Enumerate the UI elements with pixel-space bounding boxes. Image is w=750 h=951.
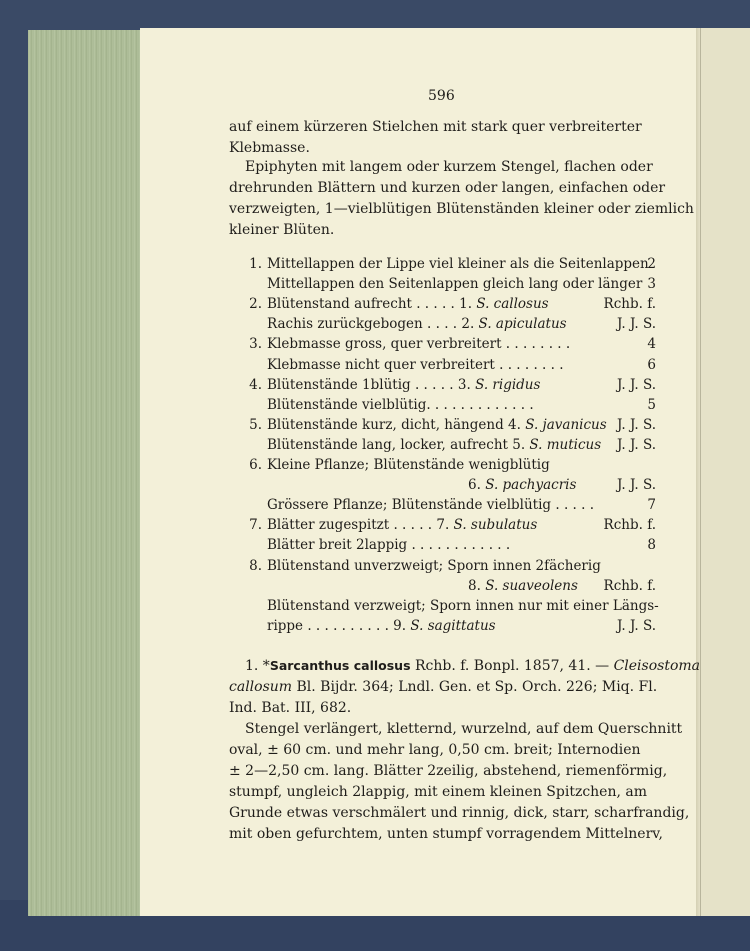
key-number: 4. bbox=[249, 376, 262, 393]
key-text: Grössere Pflanze; Blütenstände vielblütig . . . . . bbox=[267, 497, 594, 514]
key-species: S. callosus bbox=[476, 296, 549, 313]
key-row bbox=[238, 497, 656, 517]
key-description bbox=[267, 276, 642, 292]
para2-line-1: Stengel verlängert, kletternd, wurzelnd, auf dem Querschnitt bbox=[245, 721, 683, 737]
key-text: Blütenstände kurz, dicht, hängend 4. bbox=[267, 416, 521, 433]
key-description bbox=[267, 377, 540, 393]
key-text: Rachis zurückgebogen . . . . 2. bbox=[267, 316, 475, 333]
key-result: 2 bbox=[647, 256, 656, 272]
key-description bbox=[267, 417, 607, 433]
para2-line-4: stumpf, ungleich 2lappig, mit einem kleinen Spitzchen, am bbox=[229, 784, 648, 800]
synonym-genus: Cleisostoma bbox=[613, 658, 701, 674]
page-number: 596 bbox=[428, 88, 455, 104]
key-result: 4 bbox=[647, 336, 656, 353]
intro-line-2: Klebmasse. bbox=[229, 140, 310, 156]
key-description bbox=[267, 397, 534, 413]
key-text: Klebmasse gross, quer verbreitert . . . . . . . . bbox=[267, 336, 571, 353]
para2-line-3: ± 2—2,50 cm. lang. Blätter 2zeilig, abstehend, riemenförmig, bbox=[229, 763, 668, 779]
synonym-epithet: callosum bbox=[229, 679, 293, 695]
key-description bbox=[267, 316, 567, 332]
species-citation: Rchb. f. Bonpl. 1857, 41. — bbox=[410, 658, 614, 674]
key-text: Mittellappen den Seitenlappen gleich lang oder länger bbox=[267, 276, 643, 293]
key-row bbox=[238, 377, 656, 397]
key-description bbox=[468, 477, 576, 493]
key-row bbox=[238, 578, 656, 598]
key-text: Blütenstand aufrecht . . . . . 1. bbox=[267, 296, 473, 313]
key-number: 6. bbox=[249, 457, 262, 473]
key-description bbox=[267, 256, 649, 272]
key-result: J. J. S. bbox=[617, 316, 656, 333]
key-description bbox=[267, 437, 601, 453]
key-text: Blütenstände lang, locker, aufrecht 5. bbox=[267, 436, 526, 453]
key-text: Blätter zugespitzt . . . . . 7. bbox=[267, 517, 450, 534]
key-row bbox=[238, 618, 656, 638]
key-species: S. rigidus bbox=[475, 376, 541, 393]
key-result: 6 bbox=[647, 356, 656, 373]
key-text: 6. bbox=[468, 477, 481, 494]
key-result: J. J. S. bbox=[617, 617, 656, 634]
para1-line-2: drehrunden Blättern und kurzen oder langen, einfachen oder bbox=[229, 180, 666, 196]
species-line-2 bbox=[229, 677, 657, 697]
key-species: S. sagittatus bbox=[410, 617, 496, 634]
key-row bbox=[238, 276, 656, 296]
key-description bbox=[267, 517, 537, 533]
key-row bbox=[238, 597, 659, 618]
key-number: 8. bbox=[249, 557, 262, 574]
key-row bbox=[238, 457, 656, 477]
key-result: 8 bbox=[647, 537, 656, 554]
key-row bbox=[238, 437, 656, 457]
key-text: 8. bbox=[468, 577, 481, 594]
key-species: S. muticus bbox=[529, 436, 602, 453]
key-text: Kleine Pflanze; Blütenstände wenigblütig bbox=[267, 457, 550, 473]
para1-line-1: Epiphyten mit langem oder kurzem Stengel, flachen oder bbox=[245, 159, 653, 175]
key-number: 3. bbox=[249, 336, 262, 353]
key-description bbox=[267, 618, 496, 634]
key-species: S. subulatus bbox=[453, 517, 538, 534]
key-number: 5. bbox=[249, 416, 262, 433]
key-result: Rchb. f. bbox=[603, 577, 656, 594]
key-text: Blütenstände vielblütig. . . . . . . . . . . . . bbox=[267, 396, 534, 413]
para1-line-3: verzweigten, 1—vielblütigen Blütenständen kleiner oder ziemlich bbox=[229, 201, 694, 217]
key-description bbox=[267, 336, 570, 352]
key-row bbox=[238, 357, 656, 377]
key-row bbox=[238, 296, 656, 316]
para1-line-4: kleiner Blüten. bbox=[229, 222, 335, 238]
species-references: Bl. Bijdr. 364; Lndl. Gen. et Sp. Orch. 226; Miq. Fl. bbox=[292, 679, 658, 695]
key-description bbox=[267, 497, 594, 513]
key-row bbox=[238, 558, 656, 578]
key-species: S. javanicus bbox=[525, 416, 607, 433]
key-number: 7. bbox=[249, 517, 262, 534]
key-row bbox=[238, 537, 656, 557]
species-line-3: Ind. Bat. III, 682. bbox=[229, 700, 352, 716]
key-description bbox=[267, 558, 601, 574]
key-description bbox=[267, 598, 659, 614]
facing-page-edge bbox=[700, 28, 750, 916]
key-text: rippe . . . . . . . . . . 9. bbox=[267, 617, 407, 634]
key-description bbox=[468, 578, 578, 594]
key-result: 3 bbox=[647, 276, 656, 293]
key-result: J. J. S. bbox=[617, 436, 656, 453]
key-number: 2. bbox=[249, 296, 262, 313]
key-result: 5 bbox=[647, 396, 656, 413]
para2-line-5: Grunde etwas verschmälert und rinnig, dick, starr, scharfrandig, bbox=[229, 805, 690, 821]
key-description bbox=[267, 537, 510, 553]
key-species: S. suaveolens bbox=[485, 577, 578, 594]
key-text: Mittellappen der Lippe viel kleiner als die Seitenlappen bbox=[267, 256, 649, 272]
key-species: S. apiculatus bbox=[478, 316, 567, 333]
key-text: Blütenstände 1blütig . . . . . 3. bbox=[267, 376, 471, 393]
key-species: S. pachyacris bbox=[485, 477, 577, 494]
key-result: Rchb. f. bbox=[603, 517, 656, 534]
key-description bbox=[267, 357, 564, 373]
species-prefix: 1. * bbox=[245, 658, 270, 674]
key-row bbox=[238, 336, 656, 356]
key-number: 1. bbox=[249, 256, 262, 272]
key-row bbox=[238, 316, 656, 336]
intro-line-1: auf einem kürzeren Stielchen mit stark quer verbreiterter bbox=[229, 119, 642, 135]
species-name: Sarcanthus callosus bbox=[269, 658, 411, 673]
key-description bbox=[267, 457, 550, 473]
key-result: J. J. S. bbox=[617, 477, 656, 494]
key-text: Klebmasse nicht quer verbreitert . . . . . . . . bbox=[267, 356, 564, 373]
key-row bbox=[238, 517, 656, 537]
key-row bbox=[238, 256, 656, 276]
key-text: Blütenstand verzweigt; Sporn innen nur mit einer Längs- bbox=[267, 597, 659, 614]
key-row bbox=[238, 417, 656, 437]
species-heading bbox=[245, 656, 700, 676]
key-description bbox=[267, 296, 549, 312]
key-text: Blätter breit 2lappig . . . . . . . . . . . . bbox=[267, 537, 511, 554]
page-edges bbox=[28, 30, 140, 916]
key-result: Rchb. f. bbox=[603, 296, 656, 313]
key-text: Blütenstand unverzweigt; Sporn innen 2fächerig bbox=[267, 557, 601, 574]
key-result: 7 bbox=[647, 497, 656, 514]
key-row bbox=[238, 397, 656, 417]
key-result: J. J. S. bbox=[617, 376, 656, 393]
key-result: J. J. S. bbox=[617, 416, 656, 433]
para2-line-2: oval, ± 60 cm. und mehr lang, 0,50 cm. breit; Internodien bbox=[229, 742, 641, 758]
para2-line-6: mit oben gefurchtem, unten stumpf vorragendem Mittelnerv, bbox=[229, 826, 663, 842]
key-row bbox=[238, 477, 656, 497]
